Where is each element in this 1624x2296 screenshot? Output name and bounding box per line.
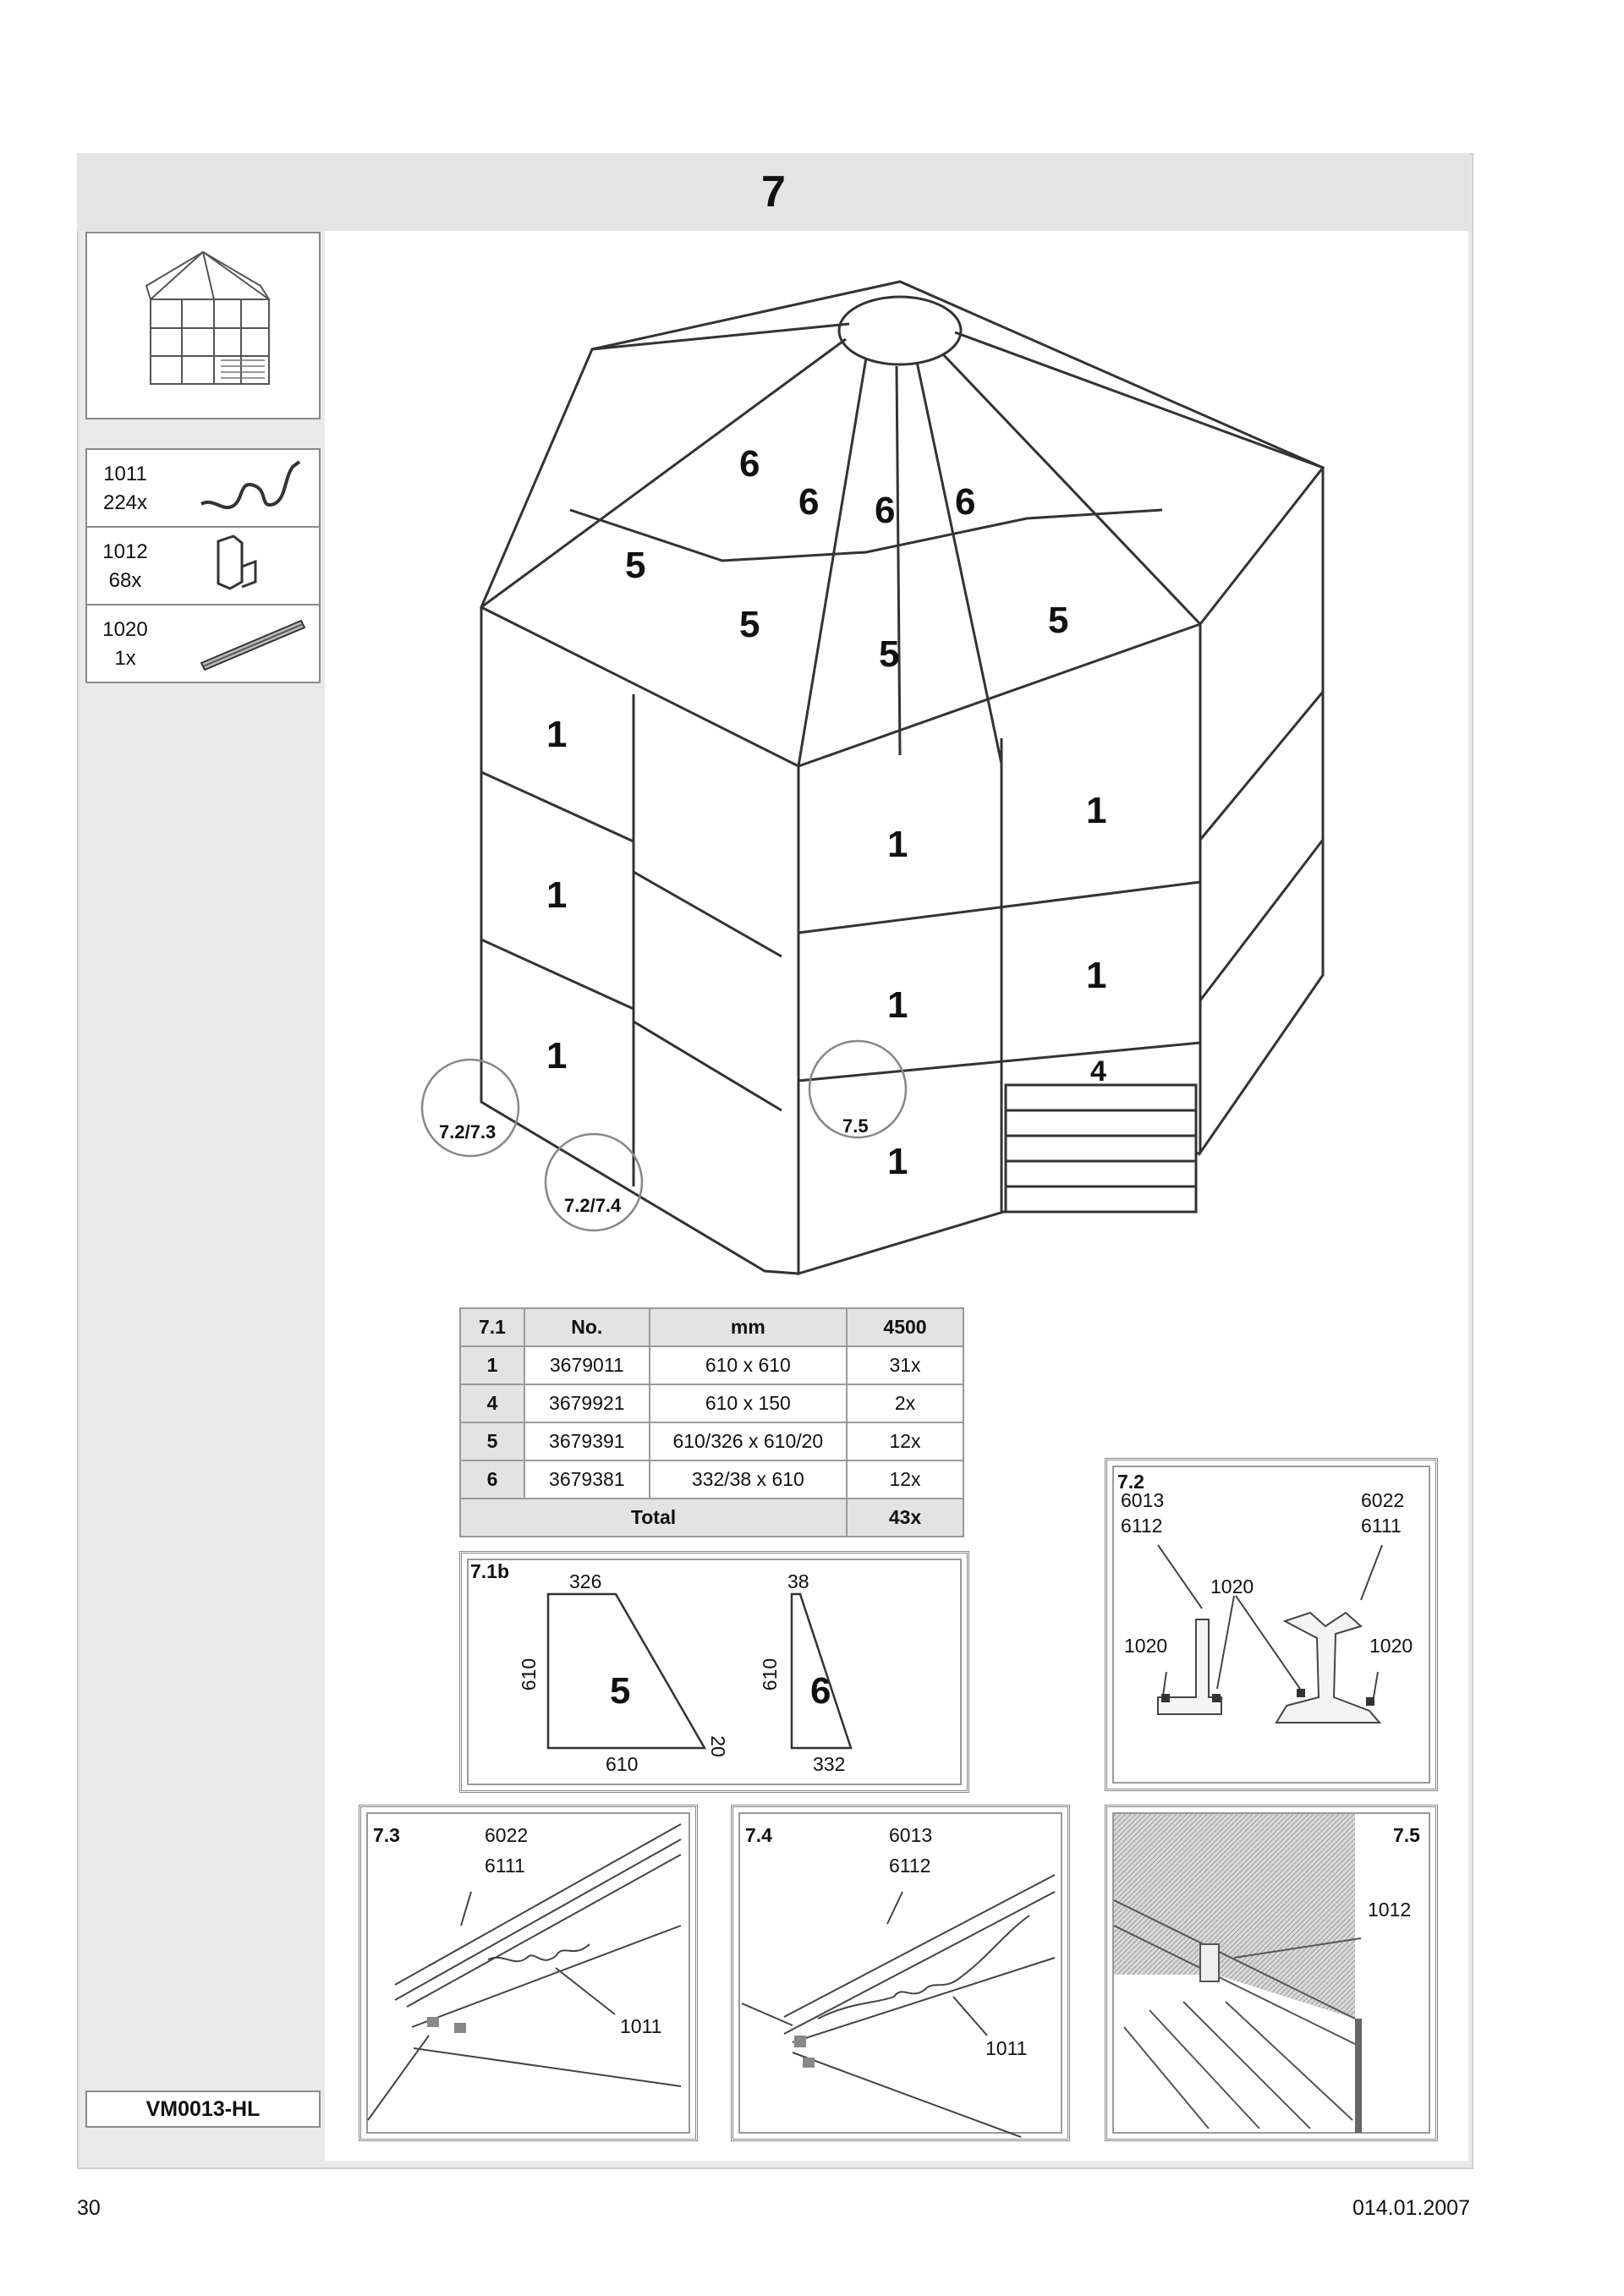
- clip-code: 1011: [985, 2037, 1028, 2059]
- vent-pane-label: 4: [1090, 1055, 1106, 1088]
- detail-7-1b: [459, 1551, 969, 1793]
- roof-pane-label: 5: [1048, 600, 1069, 641]
- table-header: No.: [524, 1308, 650, 1346]
- side-rail-illustration: [733, 1807, 1067, 2139]
- part-number: 1011 224x: [102, 463, 148, 514]
- table-row: 1 3679011 610 x 610 31x: [460, 1346, 963, 1384]
- greenhouse-assembly-diagram: [325, 231, 1468, 1296]
- dim-label: 38: [787, 1570, 809, 1592]
- dim-label: 332: [813, 1753, 846, 1775]
- table-total-row: Total 43x: [460, 1499, 963, 1537]
- wall-pane-label: 1: [887, 984, 908, 1026]
- page-number: 30: [77, 2196, 101, 2220]
- corner-rail-illustration: [361, 1807, 695, 2139]
- right-profile-code-b: 6111: [1361, 1515, 1402, 1537]
- wall-pane-label: 1: [1086, 790, 1107, 831]
- table-row: 5 3679391 610/326 x 610/20 12x: [460, 1422, 963, 1460]
- dim-label: 610: [759, 1658, 782, 1691]
- detail-7-2: [1105, 1458, 1438, 1791]
- roof-pane-label: 5: [879, 633, 900, 675]
- table-header: mm: [650, 1308, 847, 1346]
- bracket-clip-icon: [193, 533, 311, 599]
- parts-table: [459, 1307, 964, 1537]
- table-row: 4 3679921 610 x 150 2x: [460, 1384, 963, 1422]
- wall-pane-label: 1: [546, 1035, 568, 1077]
- callout-7-2-7-4: 7.2/7.4: [564, 1195, 622, 1216]
- wall-pane-label: 1: [887, 824, 908, 865]
- right-wall: [1200, 468, 1323, 1153]
- dim-label: 326: [569, 1570, 602, 1592]
- detail-label: 7.4: [745, 1824, 772, 1846]
- left-profile-code-a: 6013: [1121, 1489, 1165, 1511]
- right-profile-code-a: 6022: [1361, 1489, 1405, 1511]
- detail-label: 7.2: [1117, 1471, 1144, 1493]
- clip-mount-illustration: [1107, 1807, 1435, 2139]
- dim-label: 610: [606, 1753, 639, 1775]
- shape-label: 5: [610, 1670, 631, 1712]
- clip-code: 1011: [620, 2015, 662, 2037]
- callout-7-5: 7.5: [842, 1115, 869, 1137]
- model-code: VM0013-HL: [85, 2091, 321, 2128]
- roof-pane-label: 5: [625, 545, 646, 586]
- shape-label: 6: [810, 1670, 831, 1712]
- left-profile-code-b: 6112: [1121, 1515, 1163, 1537]
- part-row: [87, 450, 319, 528]
- step-title: 7: [77, 153, 1470, 231]
- profile-code-a: 6022: [485, 1824, 529, 1846]
- detail-7-5: [1105, 1805, 1438, 2141]
- wall-pane-label: 1: [546, 874, 568, 916]
- roof-pane-label: 5: [739, 604, 760, 645]
- revision-date: 014.01.2007: [1352, 2196, 1470, 2220]
- rubber-strip-icon: [193, 611, 311, 677]
- left-strip-code: 1020: [1124, 1635, 1168, 1657]
- center-strip-code: 1020: [1210, 1575, 1254, 1597]
- dim-label: 20: [706, 1735, 729, 1757]
- table-header: 4500: [847, 1308, 963, 1346]
- wall-pane-label: 1: [887, 1141, 908, 1182]
- part-number: 1012 68x: [102, 540, 148, 592]
- part-row: [87, 528, 319, 606]
- roof-pane-label: 6: [875, 490, 896, 531]
- parts-list: [85, 448, 321, 683]
- clip-code: 1012: [1368, 1899, 1412, 1921]
- detail-7-3: [359, 1805, 698, 2141]
- greenhouse-thumbnail: [85, 232, 321, 419]
- roof-pane-label: 6: [955, 481, 976, 523]
- wall-pane-label: 1: [546, 714, 568, 755]
- callout-7-2-7-3: 7.2/7.3: [439, 1121, 497, 1143]
- greenhouse-thumbnail-icon: [87, 233, 319, 418]
- profile-code-b: 6111: [485, 1855, 525, 1877]
- profile-cross-sections: [1107, 1460, 1435, 1789]
- dim-label: 610: [518, 1658, 540, 1691]
- detail-7-4: [731, 1805, 1070, 2141]
- roof-pane-label: 6: [739, 443, 760, 485]
- roof-pane-label: 6: [798, 481, 820, 523]
- part-number: 1020 1x: [102, 618, 148, 670]
- right-strip-code: 1020: [1369, 1635, 1413, 1657]
- table-row: 6 3679381 332/38 x 610 12x: [460, 1460, 963, 1499]
- detail-label: 7.3: [373, 1824, 400, 1846]
- detail-label: 7.1b: [470, 1560, 510, 1582]
- spring-clip-icon: [193, 455, 311, 521]
- table-header: 7.1: [460, 1308, 524, 1346]
- part-row: [87, 606, 319, 682]
- wall-pane-label: 1: [1086, 955, 1107, 996]
- profile-code-b: 6112: [889, 1855, 931, 1877]
- profile-code-a: 6013: [889, 1824, 933, 1846]
- detail-label: 7.5: [1393, 1824, 1420, 1846]
